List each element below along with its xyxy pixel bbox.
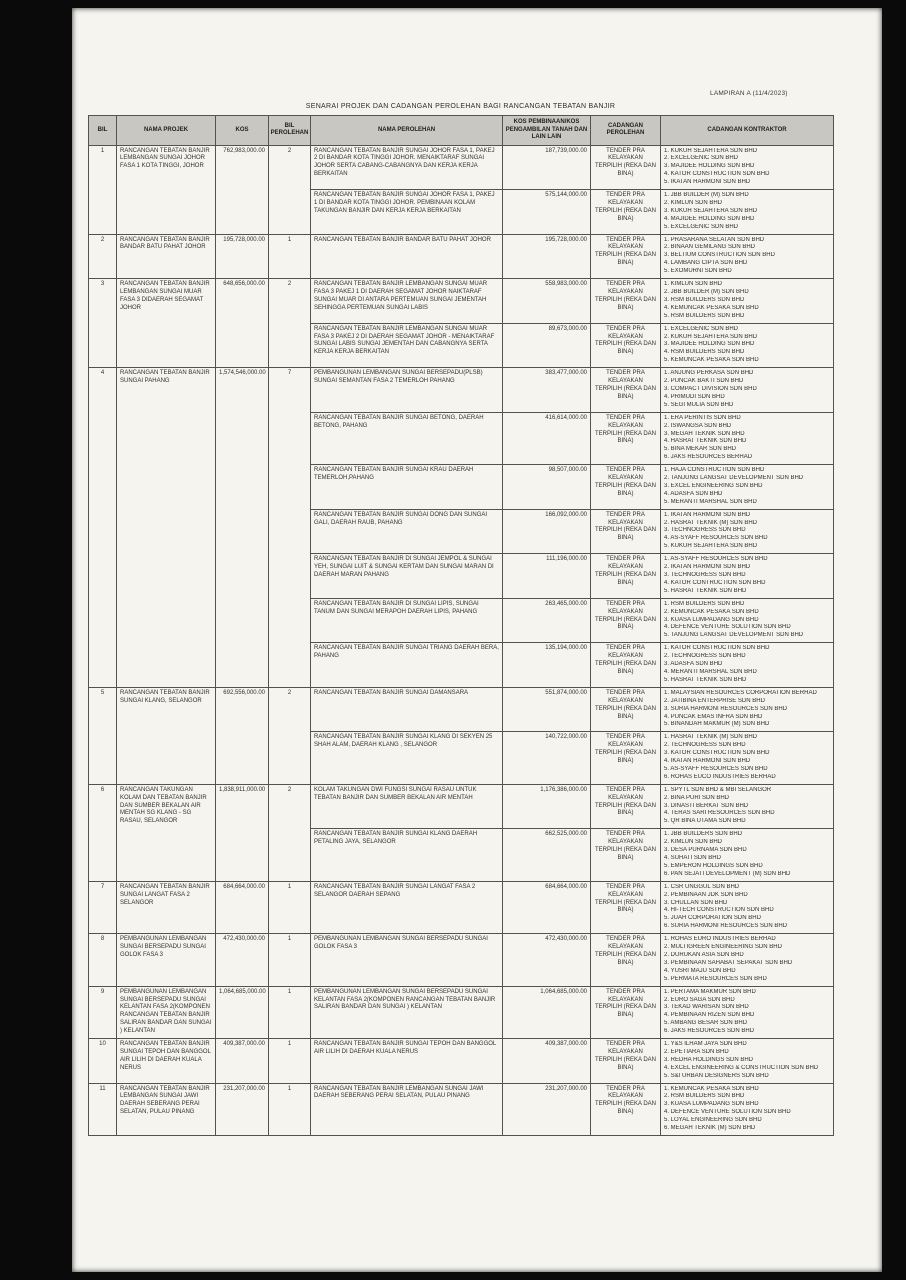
contractor-item: 4. DEFENCE VENTURE SOLUTION SDN BHD bbox=[664, 624, 791, 631]
procurement-method: TENDER PRA KELAYAKAN TERPILIH (REKA DAN BINA) bbox=[591, 1083, 661, 1135]
contractor-list bbox=[661, 412, 834, 464]
contractor-list bbox=[661, 829, 834, 881]
contractor-item: 1. KEMUNCAK PESAKA SDN BHD bbox=[664, 1085, 759, 1092]
contractor-item: 4. MERANTI MARSHAL SDN BHD bbox=[664, 668, 757, 675]
construction-cost: 111,196,000.00 bbox=[503, 554, 591, 599]
procurement-count: 2 bbox=[269, 784, 311, 881]
column-header-8: CADANGAN KONTRAKTOR bbox=[661, 116, 834, 146]
table-row bbox=[89, 1039, 834, 1084]
contractor-list bbox=[661, 732, 834, 784]
contractor-item: 4. PEMBINAAN RIZEN SDN BHD bbox=[664, 1012, 755, 1019]
contractor-item: 1. ROHAS EURO INDUSTRIES BERHAD bbox=[664, 936, 776, 943]
column-header-5: NAMA PEROLEHAN bbox=[311, 116, 503, 146]
contractor-item: 2. MULTIGREEN ENGINEERING SDN BHD bbox=[664, 944, 782, 951]
procurement-method: TENDER PRA KELAYAKAN TERPILIH (REKA DAN BINA) bbox=[591, 1039, 661, 1084]
contractor-item: 1. Y&S ILHAM JAYA SDN BHD bbox=[664, 1041, 747, 1048]
contractor-item: 5. RSM BUILDERS SDN BHD bbox=[664, 312, 745, 319]
contractor-item: 4. PUNCAK EMAS INFRA SDN BHD bbox=[664, 713, 763, 720]
procurement-count: 1 bbox=[269, 881, 311, 933]
contractor-item: 1. CSR UNGGUL SDN BHD bbox=[664, 883, 740, 890]
project-bil: 8 bbox=[89, 934, 117, 986]
procurement-name: RANCANGAN TEBATAN BANJIR SUNGAI LANGAT FASA 2 SELANGOR DAERAH SEPANG bbox=[311, 881, 503, 933]
contractor-list bbox=[661, 279, 834, 324]
project-cost: 195,728,000.00 bbox=[216, 234, 269, 279]
contractor-item: 5. LOYAL ENGINEERING SDN BHD bbox=[664, 1117, 762, 1124]
contractor-item: 4. YUSRI MAJU SDN BHD bbox=[664, 967, 736, 974]
construction-cost: 551,874,000.00 bbox=[503, 687, 591, 732]
contractor-item: 2. TANJUNG LANGSAT DEVELOPMENT SDN BHD bbox=[664, 475, 804, 482]
contractor-item: 5. EXOMURNI SDN BHD bbox=[664, 268, 732, 275]
contractor-item: 5. QR BINA UTAMA SDN BHD bbox=[664, 818, 746, 825]
contractor-item: 2. IKATAN HARMONI SDN BHD bbox=[664, 564, 751, 571]
project-name: RANCANGAN TEBATAN BANJIR LEMBANGAN SUNGAI MUAR FASA 3 DIDAERAH SEGAMAT JOHOR bbox=[117, 279, 216, 368]
contractor-item: 4. MAJIDEE HOLDING SDN BHD bbox=[664, 215, 755, 222]
procurement-name: RANCANGAN TEBATAN BANJIR SUNGAI KLANG DI SEKYEN 25 SHAH ALAM, DAERAH KLANG , SELANGOR bbox=[311, 732, 503, 784]
contractor-item: 6. MEGAH TEKNIK (M) SDN BHD bbox=[664, 1125, 756, 1132]
procurement-method: TENDER PRA KELAYAKAN TERPILIH (REKA DAN BINA) bbox=[591, 784, 661, 829]
contractor-item: 3. CHULLAN SDN BHD bbox=[664, 899, 728, 906]
contractor-item: 5. EXCELGENIC SDN BHD bbox=[664, 223, 739, 230]
construction-cost: 383,477,000.00 bbox=[503, 368, 591, 413]
contractor-item: 5. HASRAT TEKNIK SDN BHD bbox=[664, 587, 747, 594]
table-row bbox=[89, 986, 834, 1038]
construction-cost: 1,064,685,000.00 bbox=[503, 986, 591, 1038]
document-page bbox=[72, 8, 882, 1272]
contractor-item: 1. HAJA CONSTRUCTION SDN BHD bbox=[664, 467, 765, 474]
contractor-item: 2. EPETIARA SDN BHD bbox=[664, 1048, 729, 1055]
contractor-item: 4. SUHATI SDN BHD bbox=[664, 855, 721, 861]
procurement-name: RANCANGAN TEBATAN BANJIR BANDAR BATU PAHAT JOHOR bbox=[311, 234, 503, 279]
procurement-count: 1 bbox=[269, 1039, 311, 1084]
table-row bbox=[89, 279, 834, 324]
procurement-count: 1 bbox=[269, 986, 311, 1038]
contractor-item: 5. KEMUNCAK PESAKA SDN BHD bbox=[664, 357, 759, 364]
column-header-4: BIL PEROLEHAN bbox=[269, 116, 311, 146]
procurement-name: PEMBANGUNAN LEMBANGAN SUNGAI BERSEPADU SUNGAI GOLOK FASA 3 bbox=[311, 934, 503, 986]
contractor-item: 3. TEKAD WARISAN SDN BHD bbox=[664, 1004, 749, 1011]
project-name: RANCANGAN TEBATAN BANJIR BANDAR BATU PAHAT JOHOR bbox=[117, 234, 216, 279]
contractor-list bbox=[661, 1083, 834, 1135]
contractor-item: 4. LAMBANG CIPTA SDN BHD bbox=[664, 260, 748, 267]
contractor-item: 4. TERAS SARI RESOURCES SDN BHD bbox=[664, 810, 775, 817]
table-row bbox=[89, 784, 834, 829]
contractor-item: 3. ADASFA SDN BHD bbox=[664, 661, 723, 668]
contractor-item: 3. EXCEL ENGINEERING SDN BHD bbox=[664, 482, 763, 489]
procurement-count: 2 bbox=[269, 145, 311, 234]
project-name: RANCANGAN TAKUNGAN KOLAM DAN TEBATAN BANJIR DAN SUMBER BEKALAN AIR MENTAH SG KLANG - SG RASAU, SELANGOR bbox=[117, 784, 216, 881]
contractor-list bbox=[661, 234, 834, 279]
contractor-item: 1. ERA PERINTIS SDN BHD bbox=[664, 414, 741, 421]
contractor-item: 5. AMBANG BESAR SDN BHD bbox=[664, 1020, 748, 1027]
contractor-item: 4. IKATAN HARMONI SDN BHD bbox=[664, 758, 751, 765]
table-row bbox=[89, 934, 834, 986]
contractor-item: 2. JATIBINA ENTERPRISE SDN BHD bbox=[664, 697, 765, 704]
contractor-item: 3. TECHNOGRESS SDN BHD bbox=[664, 572, 746, 578]
procurement-method: TENDER PRA KELAYAKAN TERPILIH (REKA DAN BINA) bbox=[591, 554, 661, 599]
contractor-item: 1. JBB BUILDER (M) SDN BHD bbox=[664, 192, 749, 199]
project-bil: 6 bbox=[89, 784, 117, 881]
column-header-7: CADANGAN PEROLEHAN bbox=[591, 116, 661, 146]
contractor-item: 1. IKATAN HARMONI SDN BHD bbox=[664, 511, 751, 518]
procurement-count: 1 bbox=[269, 934, 311, 986]
procurement-method: TENDER PRA KELAYAKAN TERPILIH (REKA DAN BINA) bbox=[591, 986, 661, 1038]
contractor-list bbox=[661, 554, 834, 599]
construction-cost: 195,728,000.00 bbox=[503, 234, 591, 279]
contractor-item: 1. JBB BUILDERS SDN BHD bbox=[664, 831, 743, 838]
construction-cost: 575,144,000.00 bbox=[503, 190, 591, 235]
projects-table bbox=[88, 115, 834, 1136]
contractor-item: 3. KUKUH SEJAHTERA SDN BHD bbox=[664, 207, 758, 214]
column-header-2: NAMA PROJEK bbox=[117, 116, 216, 146]
contractor-item: 2. TECHNOGRESS SDN BHD bbox=[664, 742, 746, 749]
contractor-item: 4. KATOR CONTRUCTION SDN BHD bbox=[664, 579, 766, 586]
procurement-method: TENDER PRA KELAYAKAN TERPILIH (REKA DAN BINA) bbox=[591, 509, 661, 554]
contractor-item: 2. ISWANGSA SDN BHD bbox=[664, 422, 732, 429]
contractor-item: 2. KIMLUN SDN BHD bbox=[664, 199, 723, 206]
construction-cost: 684,664,000.00 bbox=[503, 881, 591, 933]
page-title: SENARAI PROJEK DAN CADANGAN PEROLEHAN BAGI RANCANGAN TEBATAN BANJIR bbox=[305, 103, 616, 110]
procurement-name: PEMBANGUNAN LEMBANGAN SUNGAI BERSEPADU SUNGAI KELANTAN FASA 2(KOMPONEN RANCANGAN TEBATAN BANJIR SALIRAN BANDAR DAN SUNGAI ) KELANTAN bbox=[311, 986, 503, 1038]
procurement-name: RANCANGAN TEBATAN BANJIR LEMBANGAN SUNGAI MUAR FASA 3 PAKEJ 1 DI DAERAH SEGAMAT JOHOR NAIKTARAF SUNGAI MUAR DI ANTARA PERTEMUAN SUNGAI JEMENTAH SEHINGGA PERTEMUAN SUNGAI LABIS bbox=[311, 279, 503, 324]
procurement-name: RANCANGAN TEBATAN BANJIR SUNGAI KLANG DAERAH PETALING JAYA, SELANGOR bbox=[311, 829, 503, 881]
contractor-list bbox=[661, 643, 834, 688]
contractor-item: 3. MAJIDEE HOLDING SDN BHD bbox=[664, 341, 755, 348]
procurement-name: RANCANGAN TEBATAN BANJIR SUNGAI TRIANG DAERAH BERA, PAHANG bbox=[311, 643, 503, 688]
procurement-count: 7 bbox=[269, 368, 311, 688]
construction-cost: 1,176,386,000.00 bbox=[503, 784, 591, 829]
procurement-name: RANCANGAN TEBATAN BANJIR DI SUNGAI JEMPOL & SUNGAI YEH, SUNGAI LUIT & SUNGAI KERTAM DAN SUNGAI MARAN DI DAERAH MARAN PAHANG bbox=[311, 554, 503, 599]
contractor-list bbox=[661, 509, 834, 554]
project-cost: 472,430,000.00 bbox=[216, 934, 269, 986]
construction-cost: 263,465,000.00 bbox=[503, 598, 591, 643]
procurement-count: 2 bbox=[269, 687, 311, 784]
construction-cost: 231,207,000.00 bbox=[503, 1083, 591, 1135]
table-row bbox=[89, 881, 834, 933]
project-cost: 409,387,000.00 bbox=[216, 1039, 269, 1084]
contractor-item: 2. EURO SAGA SDN BHD bbox=[664, 996, 735, 1003]
project-cost: 231,207,000.00 bbox=[216, 1083, 269, 1135]
contractor-list bbox=[661, 784, 834, 829]
procurement-method: TENDER PRA KELAYAKAN TERPILIH (REKA DAN BINA) bbox=[591, 234, 661, 279]
contractor-item: 4. HASRAT TEKNIK SDN BHD bbox=[664, 438, 747, 445]
column-header-6: KOS PEMBINAAN/KOS PENGAMBILAN TANAH DAN LAIN LAIN bbox=[503, 116, 591, 146]
procurement-method: TENDER PRA KELAYAKAN TERPILIH (REKA DAN BINA) bbox=[591, 465, 661, 510]
contractor-item: 3. MEGAH TEKNIK SDN BHD bbox=[664, 430, 745, 437]
procurement-name: KOLAM TAKUNGAN DWI FUNGSI SUNGAI RASAU UNTUK TEBATAN BANJIR DAN SUMBER BEKALAN AIR MENTAH bbox=[311, 784, 503, 829]
procurement-method: TENDER PRA KELAYAKAN TERPILIH (REKA DAN BINA) bbox=[591, 145, 661, 190]
annotation-lampiran: LAMPIRAN A (11/4/2023) bbox=[710, 90, 788, 97]
procurement-name: RANCANGAN TEBATAN BANJIR SUNGAI JOHOR FASA 1, PAKEJ 1 DI BANDAR KOTA TINGGI JOHOR. PEMBINAAN KOLAM TAKUNGAN BANJIR DAN KERJA KERJA BERKAITAN bbox=[311, 190, 503, 235]
project-cost: 1,064,685,000.00 bbox=[216, 986, 269, 1038]
contractor-item: 5. KUKUH SEJAHTERA SDN BHD bbox=[664, 543, 758, 550]
contractor-item: 6. JAKS RESOURCES SDN BHD bbox=[664, 1028, 755, 1035]
contractor-item: 5. S&I URBAN DESIGNERS SDN BHD bbox=[664, 1072, 769, 1079]
procurement-name: RANCANGAN TEBATAN BANJIR LEMBANGAN SUNGAI JAWI DAERAH SEBERANG PERAI SELATAN, PULAU PINANG bbox=[311, 1083, 503, 1135]
construction-cost: 98,507,000.00 bbox=[503, 465, 591, 510]
procurement-method: TENDER PRA KELAYAKAN TERPILIH (REKA DAN BINA) bbox=[591, 598, 661, 643]
contractor-item: 2. TECHNOGRESS SDN BHD bbox=[664, 653, 746, 660]
contractor-item: 3. SURIA HARMONI RESOURCES SDN BHD bbox=[664, 705, 788, 712]
project-bil: 4 bbox=[89, 368, 117, 688]
project-bil: 10 bbox=[89, 1039, 117, 1084]
contractor-item: 5. EMPERON HOLDINGS SDN BHD bbox=[664, 862, 763, 869]
contractor-item: 3. COMPACT DIVISION SDN BHD bbox=[664, 385, 757, 392]
table-header bbox=[89, 116, 834, 146]
contractor-item: 2. PUNCAK BAKTI SDN BHD bbox=[664, 378, 744, 385]
contractor-item: 5. JUAH CORPORATION SDN BHD bbox=[664, 915, 761, 922]
table-row bbox=[89, 368, 834, 413]
procurement-method: TENDER PRA KELAYAKAN TERPILIH (REKA DAN BINA) bbox=[591, 934, 661, 986]
contractor-item: 5. BINA MEKAR SDN BHD bbox=[664, 446, 737, 453]
column-header-1: BIL bbox=[89, 116, 117, 146]
procurement-count: 2 bbox=[269, 279, 311, 368]
project-name: RANCANGAN TEBATAN BANJIR LEMBANGAN SUNGAI JOHOR FASA 1 KOTA TINGGI, JOHOR bbox=[117, 145, 216, 234]
contractor-item: 5. PERMATA RESOURCES SDN BHD bbox=[664, 975, 767, 982]
construction-cost: 89,673,000.00 bbox=[503, 323, 591, 368]
contractor-item: 5. MERANTI MARSHAL SDN BHD bbox=[664, 498, 757, 505]
contractor-item: 4. RSM BUILDERS SDN BHD bbox=[664, 349, 745, 356]
contractor-list bbox=[661, 145, 834, 190]
contractor-item: 3. KATOR CONSTRUCTION SDN BHD bbox=[664, 750, 770, 757]
header-row bbox=[89, 116, 834, 146]
contractor-item: 4. ADASFA SDN BHD bbox=[664, 490, 723, 497]
project-cost: 762,983,000.00 bbox=[216, 145, 269, 234]
procurement-method: TENDER PRA KELAYAKAN TERPILIH (REKA DAN BINA) bbox=[591, 881, 661, 933]
contractor-item: 3. DINASTI BERKAT SDN BHD bbox=[664, 802, 749, 809]
table-row bbox=[89, 234, 834, 279]
contractor-item: 1. KATOR CONSTRUCTION SDN BHD bbox=[664, 645, 770, 652]
column-header-3: KOS bbox=[216, 116, 269, 146]
contractor-item: 3. REDHA HOLDINGS SDN BHD bbox=[664, 1056, 754, 1063]
contractor-item: 5. SEGI MULIA SDN BHD bbox=[664, 401, 734, 408]
procurement-name: PEMBANGUNAN LEMBANGAN SUNGAI BERSEPADU(PLSB) SUNGAI SEMANTAN FASA 2 TEMERLOH PAHANG bbox=[311, 368, 503, 413]
contractor-item: 1. ANJUNG PERKASA SDN BHD bbox=[664, 370, 754, 377]
procurement-method: TENDER PRA KELAYAKAN TERPILIH (REKA DAN BINA) bbox=[591, 829, 661, 881]
procurement-name: RANCANGAN TEBATAN BANJIR SUNGAI KRAU DAERAH TEMERLOH,PAHANG bbox=[311, 465, 503, 510]
contractor-item: 1. EXCELGENIC SDN BHD bbox=[664, 325, 739, 332]
construction-cost: 140,722,000.00 bbox=[503, 732, 591, 784]
procurement-method: TENDER PRA KELAYAKAN TERPILIH (REKA DAN BINA) bbox=[591, 190, 661, 235]
contractor-item: 4. AS-SYAFF RESOURCES SDN BHD bbox=[664, 535, 768, 542]
project-name: RANCANGAN TEBATAN BANJIR SUNGAI TEPOH DAN BANGGOL AIR LILIH DI DAERAH KUALA NERUS bbox=[117, 1039, 216, 1084]
project-cost: 648,656,000.00 bbox=[216, 279, 269, 368]
procurement-method: TENDER PRA KELAYAKAN TERPILIH (REKA DAN BINA) bbox=[591, 368, 661, 413]
contractor-item: 4. PRIMUDI SDN BHD bbox=[664, 393, 725, 400]
project-bil: 3 bbox=[89, 279, 117, 368]
contractor-item: 5. BINANDAH MAKMUR (M) SDN BHD bbox=[664, 721, 770, 728]
contractor-item: 5. AS-SYAFF RESOURCES SDN BHD bbox=[664, 765, 768, 772]
contractor-item: 4. KATOR CONSTRUCTION SDN BHD bbox=[664, 171, 770, 178]
contractor-item: 4. DEFENCE VENTURE SOLUTION SDN BHD bbox=[664, 1109, 791, 1116]
contractor-item: 2. DURUKAN ASIA SDN BHD bbox=[664, 951, 744, 958]
contractor-item: 1. AS-SYAFF RESOURCES SDN BHD bbox=[664, 556, 768, 563]
table-row bbox=[89, 687, 834, 732]
contractor-list bbox=[661, 598, 834, 643]
construction-cost: 416,614,000.00 bbox=[503, 412, 591, 464]
contractor-list bbox=[661, 465, 834, 510]
contractor-item: 6. SURIA HARMONI RESOURCES SDN BHD bbox=[664, 923, 788, 930]
contractor-item: 1. PERTAMA MAKMUR SDN BHD bbox=[664, 988, 756, 995]
project-name: RANCANGAN TEBATAN BANJIR LEMBANGAN SUNGAI JAWI DAERAH SEBERANG PERAI SELATAN, PULAU PINANG bbox=[117, 1083, 216, 1135]
procurement-name: RANCANGAN TEBATAN BANJIR SUNGAI BETONG, DAERAH BETONG, PAHANG bbox=[311, 412, 503, 464]
project-bil: 5 bbox=[89, 687, 117, 784]
construction-cost: 662,525,000.00 bbox=[503, 829, 591, 881]
contractor-item: 3. PEMBINAAN SAHABAT SEPAKAT SDN BHD bbox=[664, 959, 793, 966]
contractor-list bbox=[661, 368, 834, 413]
contractor-item: 2. JBB BUILDER (M) SDN BHD bbox=[664, 289, 749, 295]
table-row bbox=[89, 1083, 834, 1135]
contractor-item: 1. MALAYSIAN RESOURCES CORPORATION BERHAD bbox=[664, 689, 817, 696]
construction-cost: 166,092,000.00 bbox=[503, 509, 591, 554]
project-name: RANCANGAN TEBATAN BANJIR SUNGAI KLANG, SELANGOR bbox=[117, 687, 216, 784]
contractor-list bbox=[661, 1039, 834, 1084]
construction-cost: 409,387,000.00 bbox=[503, 1039, 591, 1084]
contractor-list bbox=[661, 881, 834, 933]
contractor-item: 5. IKATAN HARMONI SDN BHD bbox=[664, 179, 751, 186]
contractor-list bbox=[661, 687, 834, 732]
procurement-name: RANCANGAN TEBATAN BANJIR SUNGAI JOHOR FASA 1, PAKEJ 2 DI BANDAR KOTA TINGGI JOHOR. MENAIKTARAF SUNGAI JOHOR SERTA CABANG-CABANGNYA DAN KERJA KERJA BERKAITAN bbox=[311, 145, 503, 190]
contractor-item: 5. HASRAT TEKNIK SDN BHD bbox=[664, 676, 747, 683]
contractor-item: 2. HASRAT TEKNIK (M) SDN BHD bbox=[664, 519, 758, 526]
contractor-item: 6. PAN SEJATI DEVELOPMENT (M) SDN BHD bbox=[664, 870, 791, 877]
contractor-item: 2. KIMLUN SDN BHD bbox=[664, 839, 723, 846]
project-bil: 1 bbox=[89, 145, 117, 234]
procurement-method: TENDER PRA KELAYAKAN TERPILIH (REKA DAN BINA) bbox=[591, 279, 661, 324]
contractor-item: 2. PEMBINAAN JDK SDN BHD bbox=[664, 891, 748, 898]
contractor-item: 5. TANJUNG LANGSAT DEVELOPMENT SDN BHD bbox=[664, 632, 804, 639]
contractor-item: 2. KUKUH SEJAHTERA SDN BHD bbox=[664, 333, 758, 340]
procurement-name: RANCANGAN TEBATAN BANJIR SUNGAI DONG DAN SUNGAI GALI, DAERAH RAUB, PAHANG bbox=[311, 509, 503, 554]
contractor-item: 4. KEMUNCAK PESAKA SDN BHD bbox=[664, 304, 759, 311]
contractor-item: 1. RSM BUILDERS SDN BHD bbox=[664, 600, 745, 607]
contractor-item: 3. RSM BUILDERS SDN BHD bbox=[664, 296, 745, 303]
contractor-item: 1. PRASARANA SELATAN SDN BHD bbox=[664, 236, 765, 243]
project-bil: 7 bbox=[89, 881, 117, 933]
contractor-item: 6. ROHAS EUCO INDUSTRIES BERHAD bbox=[664, 773, 776, 780]
construction-cost: 472,430,000.00 bbox=[503, 934, 591, 986]
procurement-method: TENDER PRA KELAYAKAN TERPILIH (REKA DAN BINA) bbox=[591, 412, 661, 464]
construction-cost: 135,194,000.00 bbox=[503, 643, 591, 688]
project-name: PEMBANGUNAN LEMBANGAN SUNGAI BERSEPADU SUNGAI KELANTAN FASA 2(KOMPONEN RANCANGAN TEBATAN BANJIR SALIRAN BANDAR DAN SUNGAI ) KELANTAN bbox=[117, 986, 216, 1038]
contractor-list bbox=[661, 190, 834, 235]
project-name: RANCANGAN TEBATAN BANJIR SUNGAI PAHANG bbox=[117, 368, 216, 688]
procurement-name: RANCANGAN TEBATAN BANJIR LEMBANGAN SUNGAI MUAR FASA 3 PAKEJ 2 DI DAERAH SEGAMAT JOHOR - MENAIKTARAF SUNGAI LABIS SUNGAI JEMENTAH DAN CABANGNYA SERTA KERJA KERJA BERKAITAN bbox=[311, 323, 503, 368]
contractor-list bbox=[661, 934, 834, 986]
contractor-item: 1. SPYTL SDN BHD & MBI SELANGOR bbox=[664, 786, 772, 793]
table-row bbox=[89, 145, 834, 190]
contractor-item: 3. KUASA LUMPADANG SDN BHD bbox=[664, 1101, 759, 1108]
procurement-name: RANCANGAN TEBATAN BANJIR DI SUNGAI LIPIS, SUNGAI TANUM DAN SUNGAI MERAPOH DAERAH LIPIS, PAHANG bbox=[311, 598, 503, 643]
construction-cost: 187,739,000.00 bbox=[503, 145, 591, 190]
procurement-name: RANCANGAN TEBATAN BANJIR SUNGAI TEPOH DAN BANGGOL AIR LILIH DI DAERAH KUALA NERUS bbox=[311, 1039, 503, 1084]
contractor-item: 2. BINA PURI SDN BHD bbox=[664, 794, 730, 801]
contractor-item: 2. BINAAN GEMILANG SDN BHD bbox=[664, 244, 756, 251]
contractor-item: 1. KIMLUN SDN BHD bbox=[664, 281, 723, 288]
procurement-method: TENDER PRA KELAYAKAN TERPILIH (REKA DAN BINA) bbox=[591, 643, 661, 688]
procurement-method: TENDER PRA KELAYAKAN TERPILIH (REKA DAN BINA) bbox=[591, 323, 661, 368]
project-cost: 1,574,546,000.00 bbox=[216, 368, 269, 688]
contractor-list bbox=[661, 986, 834, 1038]
project-bil: 2 bbox=[89, 234, 117, 279]
project-cost: 692,556,000.00 bbox=[216, 687, 269, 784]
procurement-name: RANCANGAN TEBATAN BANJIR SUNGAI DAMANSARA bbox=[311, 687, 503, 732]
procurement-count: 1 bbox=[269, 1083, 311, 1135]
project-name: RANCANGAN TEBATAN BANJIR SUNGAI LANGAT FASA 2 SELANGOR bbox=[117, 881, 216, 933]
procurement-count: 1 bbox=[269, 234, 311, 279]
project-bil: 9 bbox=[89, 986, 117, 1038]
contractor-item: 3. MAJIDEE HOLDING SDN BHD bbox=[664, 163, 755, 170]
contractor-item: 3. TECHNOGRESS SDN BHD bbox=[664, 527, 746, 534]
contractor-item: 3. BELTIUM CONSTRUCTION SDN BHD bbox=[664, 252, 775, 259]
project-bil: 11 bbox=[89, 1083, 117, 1135]
contractor-item: 1. HASRAT TEKNIK (M) SDN BHD bbox=[664, 734, 758, 741]
contractor-item: 2. EXCELGENIC SDN BHD bbox=[664, 155, 739, 162]
project-name: PEMBANGUNAN LEMBANGAN SUNGAI BERSEPADU SUNGAI GOLOK FASA 3 bbox=[117, 934, 216, 986]
project-cost: 1,838,911,000.00 bbox=[216, 784, 269, 881]
project-cost: 684,664,000.00 bbox=[216, 881, 269, 933]
contractor-item: 1. KUKUH SEJAHTERA SDN BHD bbox=[664, 147, 758, 154]
procurement-method: TENDER PRA KELAYAKAN TERPILIH (REKA DAN BINA) bbox=[591, 687, 661, 732]
contractor-item: 3. KUASA LUMPADANG SDN BHD bbox=[664, 616, 759, 623]
contractor-list bbox=[661, 323, 834, 368]
construction-cost: 558,983,000.00 bbox=[503, 279, 591, 324]
contractor-item: 2. RSM BUILDERS SDN BHD bbox=[664, 1093, 745, 1100]
contractor-item: 6. JAKS RESOURCES BERHAD bbox=[664, 454, 753, 461]
contractor-item: 3. DESA PURNAMA SDN BHD bbox=[664, 847, 747, 854]
contractor-item: 4. HI-TECH CONSTRUCTION SDN BHD bbox=[664, 907, 774, 914]
contractor-item: 4. EXCEL ENGINEERING & CONSTRUCTION SDN BHD bbox=[664, 1064, 819, 1071]
procurement-method: TENDER PRA KELAYAKAN TERPILIH (REKA DAN BINA) bbox=[591, 732, 661, 784]
contractor-item: 2. KEMUNCAK PESAKA SDN BHD bbox=[664, 608, 759, 615]
